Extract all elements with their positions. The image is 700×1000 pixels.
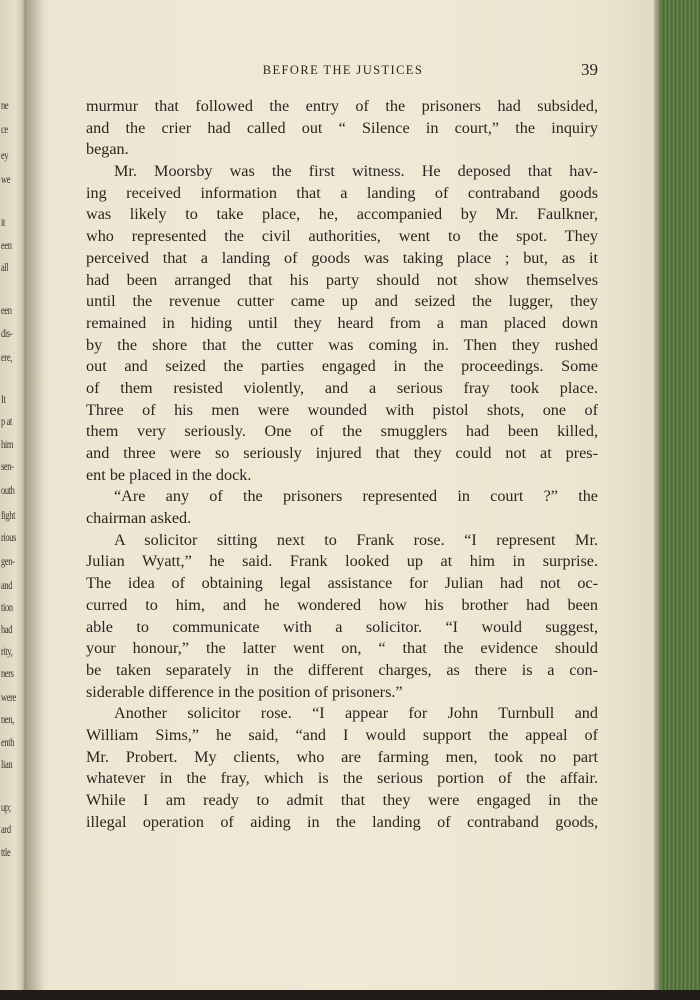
- text-line: had been arranged that his party should not show themselves: [86, 270, 598, 289]
- text-line: ent be placed in the dock.: [86, 465, 252, 484]
- text-line: until the revenue cutter came up and seized the lugger, they: [86, 292, 598, 311]
- text-line: who represented the civil authorities, went to the spot. They: [86, 227, 598, 246]
- text-line: your honour,” the latter went on, “ that the evidence should: [86, 639, 598, 658]
- facing-page-fragment: we: [1, 172, 11, 186]
- text-line: and the crier had called out “ Silence in court,” the inquiry: [86, 118, 598, 137]
- facing-page-fragment: ce: [1, 122, 8, 136]
- facing-page-fragment: lian: [1, 757, 13, 771]
- facing-page-fragment: ners: [1, 666, 14, 680]
- text-line: illegal operation of aiding in the landing of contraband goods,: [86, 812, 598, 831]
- facing-page-fragment: ere,: [1, 350, 12, 364]
- text-line: murmur that followed the entry of the prisoners had subsided,: [86, 97, 598, 115]
- facing-page-fragment: nen,: [1, 712, 14, 726]
- text-line: by the shore that the cutter was coming in. Then they rushed: [86, 335, 598, 354]
- text-line: able to communicate with a solicitor. “I would suggest,: [86, 617, 598, 636]
- facing-page-fragment: p at: [1, 414, 12, 428]
- facing-page-fragment: dis-: [1, 326, 13, 340]
- text-line: William Sims,” he said, “and I would support the appeal of: [86, 725, 598, 744]
- facing-page-fragment: ttle: [1, 845, 11, 859]
- text-line: While I am ready to admit that they were engaged in the: [86, 791, 598, 809]
- text-line: A solicitor sitting next to Frank rose. “I represent Mr.: [114, 530, 598, 549]
- text-line: chairman asked.: [86, 509, 192, 528]
- facing-page-fragment: up;: [1, 800, 11, 814]
- text-line: remained in hiding until they heard from a man placed down: [86, 313, 598, 332]
- text-line: and three were so seriously injured that they could not at pres-: [86, 444, 598, 462]
- text-line: Mr. Moorsby was the first witness. He deposed that hav-: [114, 162, 598, 181]
- facing-page-fragment: outh: [1, 483, 15, 497]
- running-head: BEFORE THE JUSTICES: [262, 63, 424, 77]
- facing-page-fragment: ey: [1, 148, 9, 162]
- text-line: Julian Wyatt,” he said. Frank looked up at him in surprise.: [86, 552, 598, 571]
- body-text: [86, 96, 598, 833]
- page-edges: [654, 0, 700, 1000]
- facing-page-fragment: fight: [1, 508, 16, 522]
- page-header: [88, 60, 598, 82]
- text-line: curred to him, and he wondered how his brother had been: [86, 595, 598, 614]
- text-line: Another solicitor rose. “I appear for John Turnbull and: [114, 704, 598, 723]
- text-line: “Are any of the prisoners represented in court ?” the: [114, 487, 598, 506]
- text-line: Three of his men were wounded with pistol shots, one of: [86, 400, 598, 419]
- page-number: 39: [581, 60, 598, 79]
- facing-page-fragment: were: [1, 690, 16, 704]
- facing-page-fragment: rity,: [1, 644, 13, 658]
- facing-page-fragment: and: [1, 578, 13, 592]
- facing-page-fragment: It: [1, 392, 6, 406]
- text-line: siderable difference in the position of prisoners.”: [86, 682, 403, 701]
- text-line: out and seized the parties engaged in the proceedings. Some: [86, 357, 598, 376]
- facing-page-fragment: rious: [1, 530, 17, 544]
- text-line: ing received information that a landing of contraband goods: [86, 183, 598, 202]
- facing-page-edge: [0, 0, 26, 1000]
- facing-page-fragment: ard: [1, 822, 11, 836]
- text-line: The idea of obtaining legal assistance for Julian had not oc-: [86, 574, 598, 593]
- facing-page-fragment: een: [1, 303, 12, 317]
- text-line: Mr. Probert. My clients, who are farming men, took no part: [86, 747, 598, 766]
- facing-page-fragment: him: [1, 437, 14, 451]
- text-line: be taken separately in the different charges, as there is a con-: [86, 660, 598, 679]
- text-line: was likely to take place, he, accompanied by Mr. Faulkner,: [86, 205, 598, 224]
- text-line: began.: [86, 140, 129, 159]
- facing-page-fragment: all: [1, 260, 9, 274]
- text-line: of them resisted violently, and a serious fray took place.: [86, 378, 598, 397]
- facing-page-fragment: tion: [1, 600, 13, 614]
- book-page: [26, 0, 654, 1000]
- text-line: whatever in the fray, which is the serious portion of the affair.: [86, 769, 598, 788]
- bottom-shadow: [0, 990, 700, 1000]
- facing-page-fragment: enth: [1, 735, 15, 749]
- facing-page-fragment: gen-: [1, 554, 15, 568]
- text-line: perceived that a landing of goods was taking place ; but, as it: [86, 248, 598, 267]
- facing-page-fragment: een: [1, 238, 12, 252]
- facing-page-fragment: it: [1, 215, 5, 229]
- facing-page-fragment: sen-: [1, 459, 14, 473]
- facing-page-fragment: had: [1, 622, 13, 636]
- facing-page-fragment: ne: [1, 98, 9, 112]
- text-line: them very seriously. One of the smugglers had been killed,: [86, 422, 598, 441]
